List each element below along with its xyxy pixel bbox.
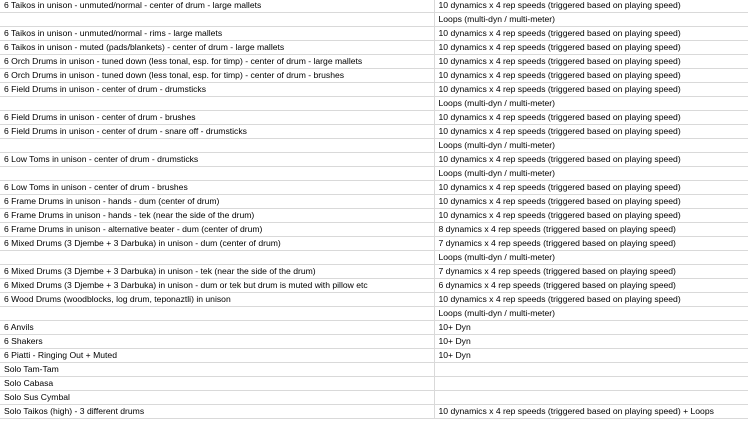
- instrument-cell[interactable]: 6 Low Toms in unison - center of drum - drumsticks: [0, 153, 434, 167]
- notes-cell[interactable]: 10 dynamics x 4 rep speeds (triggered based on playing speed): [434, 209, 748, 223]
- notes-cell[interactable]: 10 dynamics x 4 rep speeds (triggered based on playing speed) + Loops: [434, 405, 748, 419]
- notes-cell[interactable]: 7 dynamics x 4 rep speeds (triggered based on playing speed): [434, 265, 748, 279]
- table-row: [0, 0, 748, 13]
- notes-cell[interactable]: 10 dynamics x 4 rep speeds (triggered based on playing speed): [434, 83, 748, 97]
- table-row: [0, 209, 748, 223]
- instrument-cell[interactable]: 6 Piatti - Ringing Out + Muted: [0, 349, 434, 363]
- table-row: [0, 125, 748, 139]
- table-row: [0, 279, 748, 293]
- instrument-cell[interactable]: 6 Wood Drums (woodblocks, log drum, teponaztli) in unison: [0, 293, 434, 307]
- instrument-cell[interactable]: 6 Field Drums in unison - center of drum - drumsticks: [0, 83, 434, 97]
- table-row: [0, 181, 748, 195]
- table-row: [0, 377, 748, 391]
- notes-cell[interactable]: 10 dynamics x 4 rep speeds (triggered based on playing speed): [434, 195, 748, 209]
- notes-cell[interactable]: Loops (multi-dyn / multi-meter): [434, 97, 748, 111]
- instrument-cell[interactable]: [0, 97, 434, 111]
- instrument-cell[interactable]: 6 Frame Drums in unison - hands - dum (center of drum): [0, 195, 434, 209]
- notes-cell[interactable]: 10 dynamics x 4 rep speeds (triggered based on playing speed): [434, 111, 748, 125]
- notes-cell[interactable]: 7 dynamics x 4 rep speeds (triggered based on playing speed): [434, 237, 748, 251]
- instrument-cell[interactable]: 6 Frame Drums in unison - hands - tek (near the side of the drum): [0, 209, 434, 223]
- instrument-cell[interactable]: 6 Taikos in unison - unmuted/normal - rims - large mallets: [0, 27, 434, 41]
- table-row: [0, 83, 748, 97]
- table-row: [0, 293, 748, 307]
- notes-cell[interactable]: Loops (multi-dyn / multi-meter): [434, 139, 748, 153]
- table-row: [0, 335, 748, 349]
- table-row: [0, 153, 748, 167]
- notes-cell[interactable]: 10 dynamics x 4 rep speeds (triggered based on playing speed): [434, 181, 748, 195]
- notes-cell[interactable]: Loops (multi-dyn / multi-meter): [434, 167, 748, 181]
- notes-cell[interactable]: Loops (multi-dyn / multi-meter): [434, 251, 748, 265]
- instrument-cell[interactable]: 6 Field Drums in unison - center of drum - brushes: [0, 111, 434, 125]
- table-row: [0, 321, 748, 335]
- instrument-cell[interactable]: 6 Anvils: [0, 321, 434, 335]
- table-row: [0, 265, 748, 279]
- instrument-cell[interactable]: Solo Taikos (high) - 3 different drums: [0, 405, 434, 419]
- table-row: [0, 69, 748, 83]
- table-row: [0, 97, 748, 111]
- table-row: [0, 349, 748, 363]
- instrument-cell[interactable]: [0, 307, 434, 321]
- notes-cell[interactable]: 10 dynamics x 4 rep speeds (triggered based on playing speed): [434, 41, 748, 55]
- instrument-cell[interactable]: Solo Sus Cymbal: [0, 391, 434, 405]
- table-row: [0, 27, 748, 41]
- table-row: [0, 363, 748, 377]
- notes-cell[interactable]: 10+ Dyn: [434, 321, 748, 335]
- instrument-cell[interactable]: 6 Low Toms in unison - center of drum - brushes: [0, 181, 434, 195]
- table-row: [0, 41, 748, 55]
- table-row: [0, 237, 748, 251]
- notes-cell[interactable]: 10+ Dyn: [434, 349, 748, 363]
- notes-cell[interactable]: [434, 391, 748, 405]
- instrument-cell[interactable]: Solo Cabasa: [0, 377, 434, 391]
- table-row: [0, 195, 748, 209]
- instrument-cell[interactable]: 6 Field Drums in unison - center of drum - snare off - drumsticks: [0, 125, 434, 139]
- notes-cell[interactable]: 10 dynamics x 4 rep speeds (triggered based on playing speed): [434, 0, 748, 13]
- table-row: [0, 223, 748, 237]
- notes-cell[interactable]: 10 dynamics x 4 rep speeds (triggered based on playing speed): [434, 125, 748, 139]
- instrument-cell[interactable]: [0, 13, 434, 27]
- notes-cell[interactable]: [434, 363, 748, 377]
- table-row: [0, 13, 748, 27]
- instrument-cell[interactable]: 6 Orch Drums in unison - tuned down (less tonal, esp. for timp) - center of drum - large mallets: [0, 55, 434, 69]
- instrument-cell[interactable]: 6 Mixed Drums (3 Djembe + 3 Darbuka) in unison - tek (near the side of the drum): [0, 265, 434, 279]
- table-row: [0, 307, 748, 321]
- notes-cell[interactable]: 10+ Dyn: [434, 335, 748, 349]
- notes-cell[interactable]: 10 dynamics x 4 rep speeds (triggered based on playing speed): [434, 27, 748, 41]
- instrument-cell[interactable]: 6 Taikos in unison - muted (pads/blankets) - center of drum - large mallets: [0, 41, 434, 55]
- table-row: [0, 391, 748, 405]
- instrument-cell[interactable]: 6 Taikos in unison - unmuted/normal - center of drum - large mallets: [0, 0, 434, 13]
- table-row: [0, 139, 748, 153]
- notes-cell[interactable]: Loops (multi-dyn / multi-meter): [434, 307, 748, 321]
- table-row: [0, 405, 748, 419]
- notes-cell[interactable]: 10 dynamics x 4 rep speeds (triggered based on playing speed): [434, 69, 748, 83]
- instrument-cell[interactable]: [0, 251, 434, 265]
- instrument-cell[interactable]: 6 Frame Drums in unison - alternative beater - dum (center of drum): [0, 223, 434, 237]
- notes-cell[interactable]: [434, 377, 748, 391]
- notes-cell[interactable]: Loops (multi-dyn / multi-meter): [434, 13, 748, 27]
- table-row: [0, 55, 748, 69]
- instrument-cell[interactable]: 6 Mixed Drums (3 Djembe + 3 Darbuka) in unison - dum (center of drum): [0, 237, 434, 251]
- instrument-cell[interactable]: 6 Mixed Drums (3 Djembe + 3 Darbuka) in unison - dum or tek but drum is muted with pillow etc: [0, 279, 434, 293]
- instrument-cell[interactable]: 6 Shakers: [0, 335, 434, 349]
- table-row: [0, 251, 748, 265]
- instrument-cell[interactable]: Solo Tam-Tam: [0, 363, 434, 377]
- notes-cell[interactable]: 8 dynamics x 4 rep speeds (triggered based on playing speed): [434, 223, 748, 237]
- instrument-cell[interactable]: 6 Orch Drums in unison - tuned down (less tonal, esp. for timp) - center of drum - brushes: [0, 69, 434, 83]
- table-row: [0, 167, 748, 181]
- notes-cell[interactable]: 10 dynamics x 4 rep speeds (triggered based on playing speed): [434, 55, 748, 69]
- notes-cell[interactable]: 10 dynamics x 4 rep speeds (triggered based on playing speed): [434, 153, 748, 167]
- instrument-cell[interactable]: [0, 139, 434, 153]
- notes-cell[interactable]: 10 dynamics x 4 rep speeds (triggered based on playing speed): [434, 293, 748, 307]
- table-row: [0, 111, 748, 125]
- notes-cell[interactable]: 6 dynamics x 4 rep speeds (triggered based on playing speed): [434, 279, 748, 293]
- instrument-cell[interactable]: [0, 167, 434, 181]
